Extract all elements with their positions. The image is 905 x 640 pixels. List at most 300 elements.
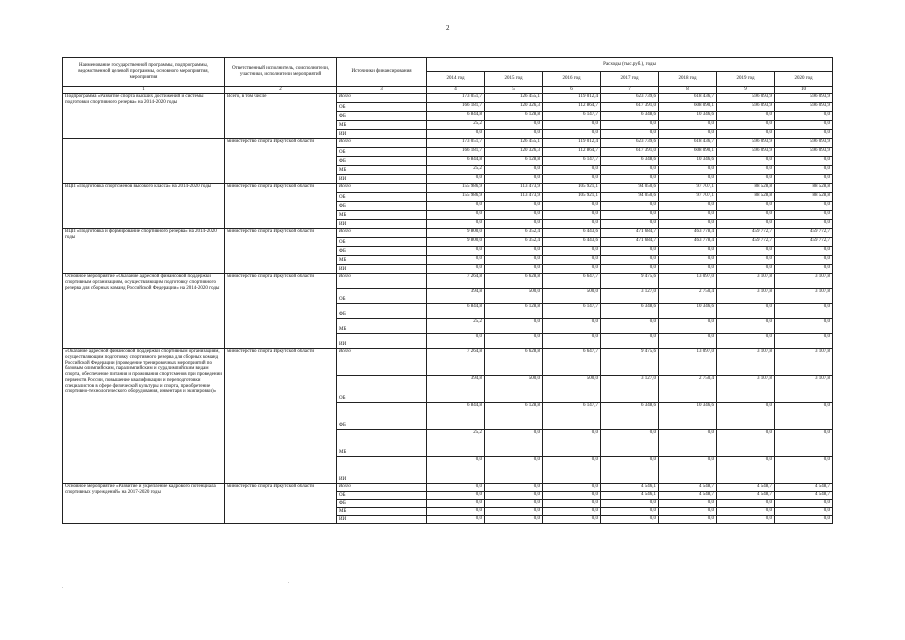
amount-cell: 0,0 (659, 430, 717, 457)
amount-cell: 0,0 (601, 130, 659, 139)
program-name: Основное мероприятие «Оказание адресной финансовой поддержки спортивным организациям, осуществляющим подготовку спортивного резерва для сборных команд Российской Федерации» на 2014-2020 годы (63, 274, 225, 349)
amount-cell: 0,0 (659, 256, 717, 265)
table-row (63, 349, 833, 376)
amount-cell: 608 090,1 (659, 103, 717, 112)
column-number: 2 (225, 87, 337, 94)
amount-cell: 105 921,1 (543, 184, 601, 193)
column-number: 6 (543, 87, 601, 94)
amount-cell: 0,0 (543, 500, 601, 508)
amount-cell: 0,0 (717, 256, 775, 265)
amount-cell: 0,0 (485, 256, 543, 265)
amount-cell: 459 772,7 (717, 238, 775, 247)
amount-cell: 0,0 (543, 202, 601, 211)
amount-cell: 4 548,7 (775, 484, 833, 492)
amount-cell: 0,0 (601, 265, 659, 274)
amount-cell: 9 475,6 (601, 349, 659, 376)
amount-cell: 500,0 (543, 289, 601, 304)
amount-cell: 0,0 (717, 130, 775, 139)
amount-cell: 0,0 (775, 319, 833, 334)
column-number: 3 (337, 87, 427, 94)
amount-cell: 0,0 (601, 500, 659, 508)
amount-cell: 3 107,8 (717, 376, 775, 403)
amount-cell: 10 346,6 (659, 157, 717, 166)
table-row (63, 94, 833, 103)
header-year: 2018 год (659, 72, 717, 87)
header-year: 2016 год (543, 72, 601, 87)
amount-cell: 0,0 (717, 403, 775, 430)
amount-cell: 0,0 (659, 508, 717, 516)
amount-cell: 0,0 (775, 166, 833, 175)
amount-cell: 0,0 (543, 220, 601, 229)
responsible-executor: министерство спорта Иркутской области (225, 274, 337, 349)
funding-source: ИИ (337, 265, 427, 274)
amount-cell: 596 093,9 (775, 103, 833, 112)
responsible-executor: министерство спорта Иркутской области (225, 484, 337, 524)
amount-cell: 0,0 (485, 247, 543, 256)
amount-cell: 0,0 (775, 256, 833, 265)
amount-cell: 0,0 (543, 256, 601, 265)
amount-cell: 6 628,8 (485, 274, 543, 289)
amount-cell: 0,0 (485, 334, 543, 349)
amount-cell: 0,0 (659, 175, 717, 184)
amount-cell: 6 844,8 (427, 304, 485, 319)
amount-cell: 0,0 (717, 457, 775, 484)
amount-cell: 500,0 (485, 376, 543, 403)
funding-source: Всего (337, 94, 427, 103)
amount-cell: 0,0 (717, 211, 775, 220)
amount-cell: 0,0 (601, 508, 659, 516)
funding-source: ОБ (337, 103, 427, 112)
amount-cell: 0,0 (601, 256, 659, 265)
amount-cell: 120 326,3 (485, 103, 543, 112)
amount-cell: 394,8 (427, 376, 485, 403)
amount-cell: 0,0 (775, 202, 833, 211)
amount-cell: 0,0 (717, 304, 775, 319)
amount-cell: 0,0 (717, 516, 775, 524)
header-year: 2014 год (427, 72, 485, 87)
column-number: 1 (63, 87, 225, 94)
amount-cell: 0,0 (427, 492, 485, 500)
amount-cell: 0,0 (601, 247, 659, 256)
amount-cell: 2 750,4 (659, 289, 717, 304)
amount-cell: 0,0 (775, 157, 833, 166)
amount-cell: 4 548,7 (717, 484, 775, 492)
amount-cell: 6 443,6 (543, 229, 601, 238)
amount-cell: 0,0 (601, 121, 659, 130)
amount-cell: 13 097,0 (659, 349, 717, 376)
amount-cell: 0,0 (775, 121, 833, 130)
amount-cell: 6 352,4 (485, 238, 543, 247)
amount-cell: 0,0 (485, 220, 543, 229)
funding-source: Всего (337, 484, 427, 492)
amount-cell: 155 986,9 (427, 184, 485, 193)
program-name: Основное мероприятие «Развитие и укрепление кадрового потенциала спортивных учреждений» на 2017-2020 годы (63, 484, 225, 524)
amount-cell: 0,0 (601, 211, 659, 220)
header-year: 2017 год (601, 72, 659, 87)
table-row (63, 484, 833, 492)
funding-source: ИИ (337, 334, 427, 349)
program-name: «Оказание адресной финансовой поддержки спортивным организациям, осуществляющим подготовку спортивного резерва для сборных команд Российской Федерации (проведение тренировочных мероприятий по базовым олимпийским, паралимпийским и сурдлимпийским видам спорта, обеспечение питания и проживания спортсменов при проведении первенств России, повышение квалификации и переподготовки специалистов в сфере физической культуры и спорта, приобретение спортивно-технологического оборудования, инвентаря и экипировки)» (63, 349, 225, 484)
responsible-executor: министерство спорта Иркутской области (225, 229, 337, 274)
column-number: 9 (717, 87, 775, 94)
funding-source: МБ (337, 211, 427, 220)
amount-cell: 3 107,8 (717, 349, 775, 376)
column-number: 8 (659, 87, 717, 94)
amount-cell: 596 093,9 (717, 94, 775, 103)
amount-cell: 6 844,8 (427, 403, 485, 430)
amount-cell: 88 528,8 (717, 193, 775, 202)
amount-cell: 0,0 (775, 265, 833, 274)
amount-cell: 463 778,4 (659, 229, 717, 238)
amount-cell: 6 348,6 (601, 403, 659, 430)
amount-cell: 0,0 (717, 202, 775, 211)
amount-cell: 3 127,0 (601, 289, 659, 304)
amount-cell: 0,0 (775, 220, 833, 229)
amount-cell: 0,0 (485, 265, 543, 274)
amount-cell: 463 778,4 (659, 238, 717, 247)
program-name (63, 139, 225, 184)
funding-source: ОБ (337, 492, 427, 500)
amount-cell: 394,8 (427, 289, 485, 304)
amount-cell: 0,0 (717, 175, 775, 184)
amount-cell: 7 264,8 (427, 349, 485, 376)
amount-cell: 0,0 (717, 334, 775, 349)
amount-cell: 500,0 (485, 289, 543, 304)
amount-cell: 4 546,1 (601, 484, 659, 492)
amount-cell: 0,0 (601, 516, 659, 524)
amount-cell: 97 707,1 (659, 184, 717, 193)
amount-cell: 0,0 (427, 334, 485, 349)
amount-cell: 6 348,6 (601, 304, 659, 319)
funding-source: Всего (337, 229, 427, 238)
table-row (63, 139, 833, 148)
amount-cell: 120 326,3 (485, 148, 543, 157)
amount-cell: 596 093,9 (775, 139, 833, 148)
header-program: Наименование государственной программы, подпрограммы, ведомственной целевой программы, основного мероприятия, мероприятия (63, 58, 225, 87)
amount-cell: 10 346,6 (659, 112, 717, 121)
amount-cell: 6 147,7 (543, 112, 601, 121)
amount-cell: 0,0 (485, 430, 543, 457)
amount-cell: 0,0 (659, 130, 717, 139)
amount-cell: 113 473,9 (485, 184, 543, 193)
table-body (63, 94, 833, 524)
amount-cell: 173 051,7 (427, 94, 485, 103)
amount-cell: 88 528,8 (775, 184, 833, 193)
table-header (63, 58, 833, 94)
responsible-executor: министерство спорта Иркутской области (225, 184, 337, 229)
amount-cell: 4 548,7 (659, 492, 717, 500)
amount-cell: 0,0 (485, 202, 543, 211)
scan-mark: . (288, 580, 290, 585)
amount-cell: 6 348,6 (601, 112, 659, 121)
amount-cell: 0,0 (485, 319, 543, 334)
column-number: 4 (427, 87, 485, 94)
amount-cell: 25,2 (427, 319, 485, 334)
amount-cell: 0,0 (775, 508, 833, 516)
amount-cell: 0,0 (717, 265, 775, 274)
amount-cell: 3 107,8 (775, 376, 833, 403)
funding-source: ФБ (337, 247, 427, 256)
amount-cell: 471 684,7 (601, 229, 659, 238)
amount-cell: 623 739,6 (601, 94, 659, 103)
responsible-executor: министерство спорта Иркутской области (225, 349, 337, 484)
funding-source: МБ (337, 166, 427, 175)
amount-cell: 6 128,8 (485, 112, 543, 121)
amount-cell: 9 800,0 (427, 238, 485, 247)
amount-cell: 596 093,9 (717, 139, 775, 148)
amount-cell: 0,0 (485, 492, 543, 500)
funding-source: ФБ (337, 202, 427, 211)
funding-source: ОБ (337, 148, 427, 157)
funding-source: ОБ (337, 376, 427, 403)
amount-cell: 0,0 (601, 166, 659, 175)
amount-cell: 0,0 (775, 211, 833, 220)
amount-cell: 617 391,0 (601, 103, 659, 112)
amount-cell: 617 391,0 (601, 148, 659, 157)
amount-cell: 10 346,6 (659, 304, 717, 319)
funding-source: ФБ (337, 157, 427, 166)
amount-cell: 105 921,1 (543, 193, 601, 202)
amount-cell: 155 986,9 (427, 193, 485, 202)
amount-cell: 0,0 (601, 457, 659, 484)
amount-cell: 0,0 (427, 247, 485, 256)
funding-source: ОБ (337, 193, 427, 202)
amount-cell: 618 436,7 (659, 94, 717, 103)
amount-cell: 0,0 (717, 121, 775, 130)
program-name: ВЦП «Подготовка спортсменов высокого класса» на 2014-2020 годы (63, 184, 225, 229)
amount-cell: 88 528,8 (717, 184, 775, 193)
header-year: 2020 год (775, 72, 833, 87)
amount-cell: 0,0 (717, 112, 775, 121)
amount-cell: 6 628,8 (485, 349, 543, 376)
amount-cell: 113 473,9 (485, 193, 543, 202)
amount-cell: 0,0 (543, 319, 601, 334)
amount-cell: 6 147,7 (543, 157, 601, 166)
amount-cell: 166 181,7 (427, 103, 485, 112)
amount-cell: 112 864,7 (543, 103, 601, 112)
amount-cell: 6 147,7 (543, 304, 601, 319)
amount-cell: 0,0 (659, 334, 717, 349)
header-year: 2019 год (717, 72, 775, 87)
amount-cell: 0,0 (427, 457, 485, 484)
amount-cell: 0,0 (543, 130, 601, 139)
amount-cell: 0,0 (543, 211, 601, 220)
amount-cell: 0,0 (543, 121, 601, 130)
amount-cell: 0,0 (659, 247, 717, 256)
amount-cell: 471 684,7 (601, 238, 659, 247)
amount-cell: 0,0 (543, 430, 601, 457)
amount-cell: 623 739,6 (601, 139, 659, 148)
amount-cell: 6 844,8 (427, 112, 485, 121)
amount-cell: 0,0 (775, 304, 833, 319)
table-row (63, 184, 833, 193)
amount-cell: 0,0 (543, 265, 601, 274)
amount-cell: 0,0 (427, 484, 485, 492)
funding-source: ИИ (337, 220, 427, 229)
amount-cell: 0,0 (775, 457, 833, 484)
amount-cell: 6 147,7 (543, 403, 601, 430)
amount-cell: 596 093,9 (775, 148, 833, 157)
amount-cell: 3 107,8 (775, 349, 833, 376)
amount-cell: 0,0 (427, 130, 485, 139)
amount-cell: 0,0 (485, 175, 543, 184)
amount-cell: 112 864,7 (543, 148, 601, 157)
amount-cell: 3 107,8 (717, 289, 775, 304)
funding-source: МБ (337, 256, 427, 265)
amount-cell: 0,0 (427, 516, 485, 524)
amount-cell: 0,0 (543, 492, 601, 500)
amount-cell: 0,0 (775, 430, 833, 457)
amount-cell: 0,0 (717, 508, 775, 516)
amount-cell: 25,2 (427, 121, 485, 130)
amount-cell: 0,0 (717, 220, 775, 229)
amount-cell: 0,0 (717, 247, 775, 256)
amount-cell: 0,0 (717, 430, 775, 457)
amount-cell: 0,0 (659, 220, 717, 229)
amount-cell: 0,0 (543, 457, 601, 484)
amount-cell: 3 107,8 (775, 274, 833, 289)
amount-cell: 0,0 (775, 500, 833, 508)
amount-cell: 0,0 (659, 319, 717, 334)
amount-cell: 0,0 (485, 130, 543, 139)
amount-cell: 0,0 (601, 220, 659, 229)
amount-cell: 4 546,1 (601, 492, 659, 500)
amount-cell: 0,0 (485, 457, 543, 484)
funding-source: МБ (337, 508, 427, 516)
amount-cell: 0,0 (485, 516, 543, 524)
funding-source: ФБ (337, 304, 427, 319)
amount-cell: 0,0 (543, 247, 601, 256)
amount-cell: 0,0 (427, 265, 485, 274)
amount-cell: 0,0 (659, 121, 717, 130)
page-number: 2 (446, 24, 450, 32)
amount-cell: 596 093,9 (717, 103, 775, 112)
amount-cell: 2 750,4 (659, 376, 717, 403)
amount-cell: 0,0 (775, 334, 833, 349)
funding-source: МБ (337, 430, 427, 457)
funding-source: ИИ (337, 457, 427, 484)
column-number: 10 (775, 87, 833, 94)
amount-cell: 0,0 (659, 265, 717, 274)
amount-cell: 459 772,7 (775, 238, 833, 247)
amount-cell: 0,0 (601, 175, 659, 184)
amount-cell: 0,0 (775, 112, 833, 121)
amount-cell: 0,0 (543, 334, 601, 349)
amount-cell: 6 647,7 (543, 349, 601, 376)
table-row (63, 274, 833, 289)
amount-cell: 0,0 (543, 484, 601, 492)
amount-cell: 0,0 (717, 500, 775, 508)
amount-cell: 9 475,6 (601, 274, 659, 289)
amount-cell: 6 844,8 (427, 157, 485, 166)
amount-cell: 0,0 (717, 157, 775, 166)
column-number: 5 (485, 87, 543, 94)
funding-source: ФБ (337, 500, 427, 508)
amount-cell: 6 348,6 (601, 157, 659, 166)
amount-cell: 0,0 (427, 508, 485, 516)
amount-cell: 0,0 (485, 211, 543, 220)
amount-cell: 608 090,1 (659, 148, 717, 157)
amount-cell: 0,0 (543, 516, 601, 524)
funding-source: Всего (337, 349, 427, 376)
amount-cell: 0,0 (601, 334, 659, 349)
amount-cell: 4 548,7 (717, 492, 775, 500)
amount-cell: 0,0 (543, 175, 601, 184)
amount-cell: 3 107,8 (775, 289, 833, 304)
amount-cell: 0,0 (775, 247, 833, 256)
funding-source: МБ (337, 319, 427, 334)
amount-cell: 10 346,6 (659, 403, 717, 430)
amount-cell: 0,0 (775, 516, 833, 524)
amount-cell: 0,0 (485, 508, 543, 516)
amount-cell: 0,0 (659, 457, 717, 484)
amount-cell: 596 093,9 (775, 94, 833, 103)
amount-cell: 0,0 (485, 121, 543, 130)
amount-cell: 7 264,8 (427, 274, 485, 289)
column-number: 7 (601, 87, 659, 94)
amount-cell: 0,0 (485, 500, 543, 508)
amount-cell: 0,0 (427, 500, 485, 508)
amount-cell: 97 707,1 (659, 193, 717, 202)
funding-source: ОБ (337, 289, 427, 304)
funding-source: ФБ (337, 403, 427, 430)
amount-cell: 6 128,8 (485, 403, 543, 430)
amount-cell: 0,0 (659, 166, 717, 175)
header-sources: Источники финансирования (337, 58, 427, 87)
amount-cell: 6 352,4 (485, 229, 543, 238)
amount-cell: 0,0 (601, 319, 659, 334)
amount-cell: 13 097,0 (659, 274, 717, 289)
amount-cell: 0,0 (427, 202, 485, 211)
amount-cell: 0,0 (427, 175, 485, 184)
responsible-executor: министерство спорта Иркутской области (225, 139, 337, 184)
table-row (63, 229, 833, 238)
amount-cell: 126 455,1 (485, 139, 543, 148)
header-responsible: Ответственный исполнитель, соисполнители, участники, исполнители мероприятий (225, 58, 337, 87)
amount-cell: 173 051,7 (427, 139, 485, 148)
amount-cell: 25,2 (427, 166, 485, 175)
funding-source: ИИ (337, 516, 427, 524)
funding-source: МБ (337, 121, 427, 130)
funding-source: ИИ (337, 175, 427, 184)
funding-source: Всего (337, 184, 427, 193)
amount-cell: 94 050,6 (601, 184, 659, 193)
amount-cell: 0,0 (775, 175, 833, 184)
program-name: ВЦП «Подготовка и формирование спортивного резерва» на 2014-2020 годы (63, 229, 225, 274)
amount-cell: 0,0 (601, 430, 659, 457)
funding-source: Всего (337, 139, 427, 148)
amount-cell: 126 455,1 (485, 94, 543, 103)
amount-cell: 94 050,6 (601, 193, 659, 202)
funding-source: ОБ (337, 238, 427, 247)
amount-cell: 500,0 (543, 376, 601, 403)
responsible-executor: Всего, в том числе (225, 94, 337, 139)
financing-table (62, 57, 833, 524)
amount-cell: 596 093,9 (717, 148, 775, 157)
amount-cell: 6 128,8 (485, 157, 543, 166)
amount-cell: 0,0 (717, 319, 775, 334)
scan-mark: . (62, 585, 64, 590)
amount-cell: 0,0 (659, 211, 717, 220)
amount-cell: 0,0 (775, 403, 833, 430)
amount-cell: 4 548,7 (775, 492, 833, 500)
funding-source: Всего (337, 274, 427, 289)
amount-cell: 0,0 (601, 202, 659, 211)
amount-cell: 618 436,7 (659, 139, 717, 148)
amount-cell: 459 772,7 (775, 229, 833, 238)
funding-source: ИИ (337, 130, 427, 139)
amount-cell: 0,0 (659, 500, 717, 508)
